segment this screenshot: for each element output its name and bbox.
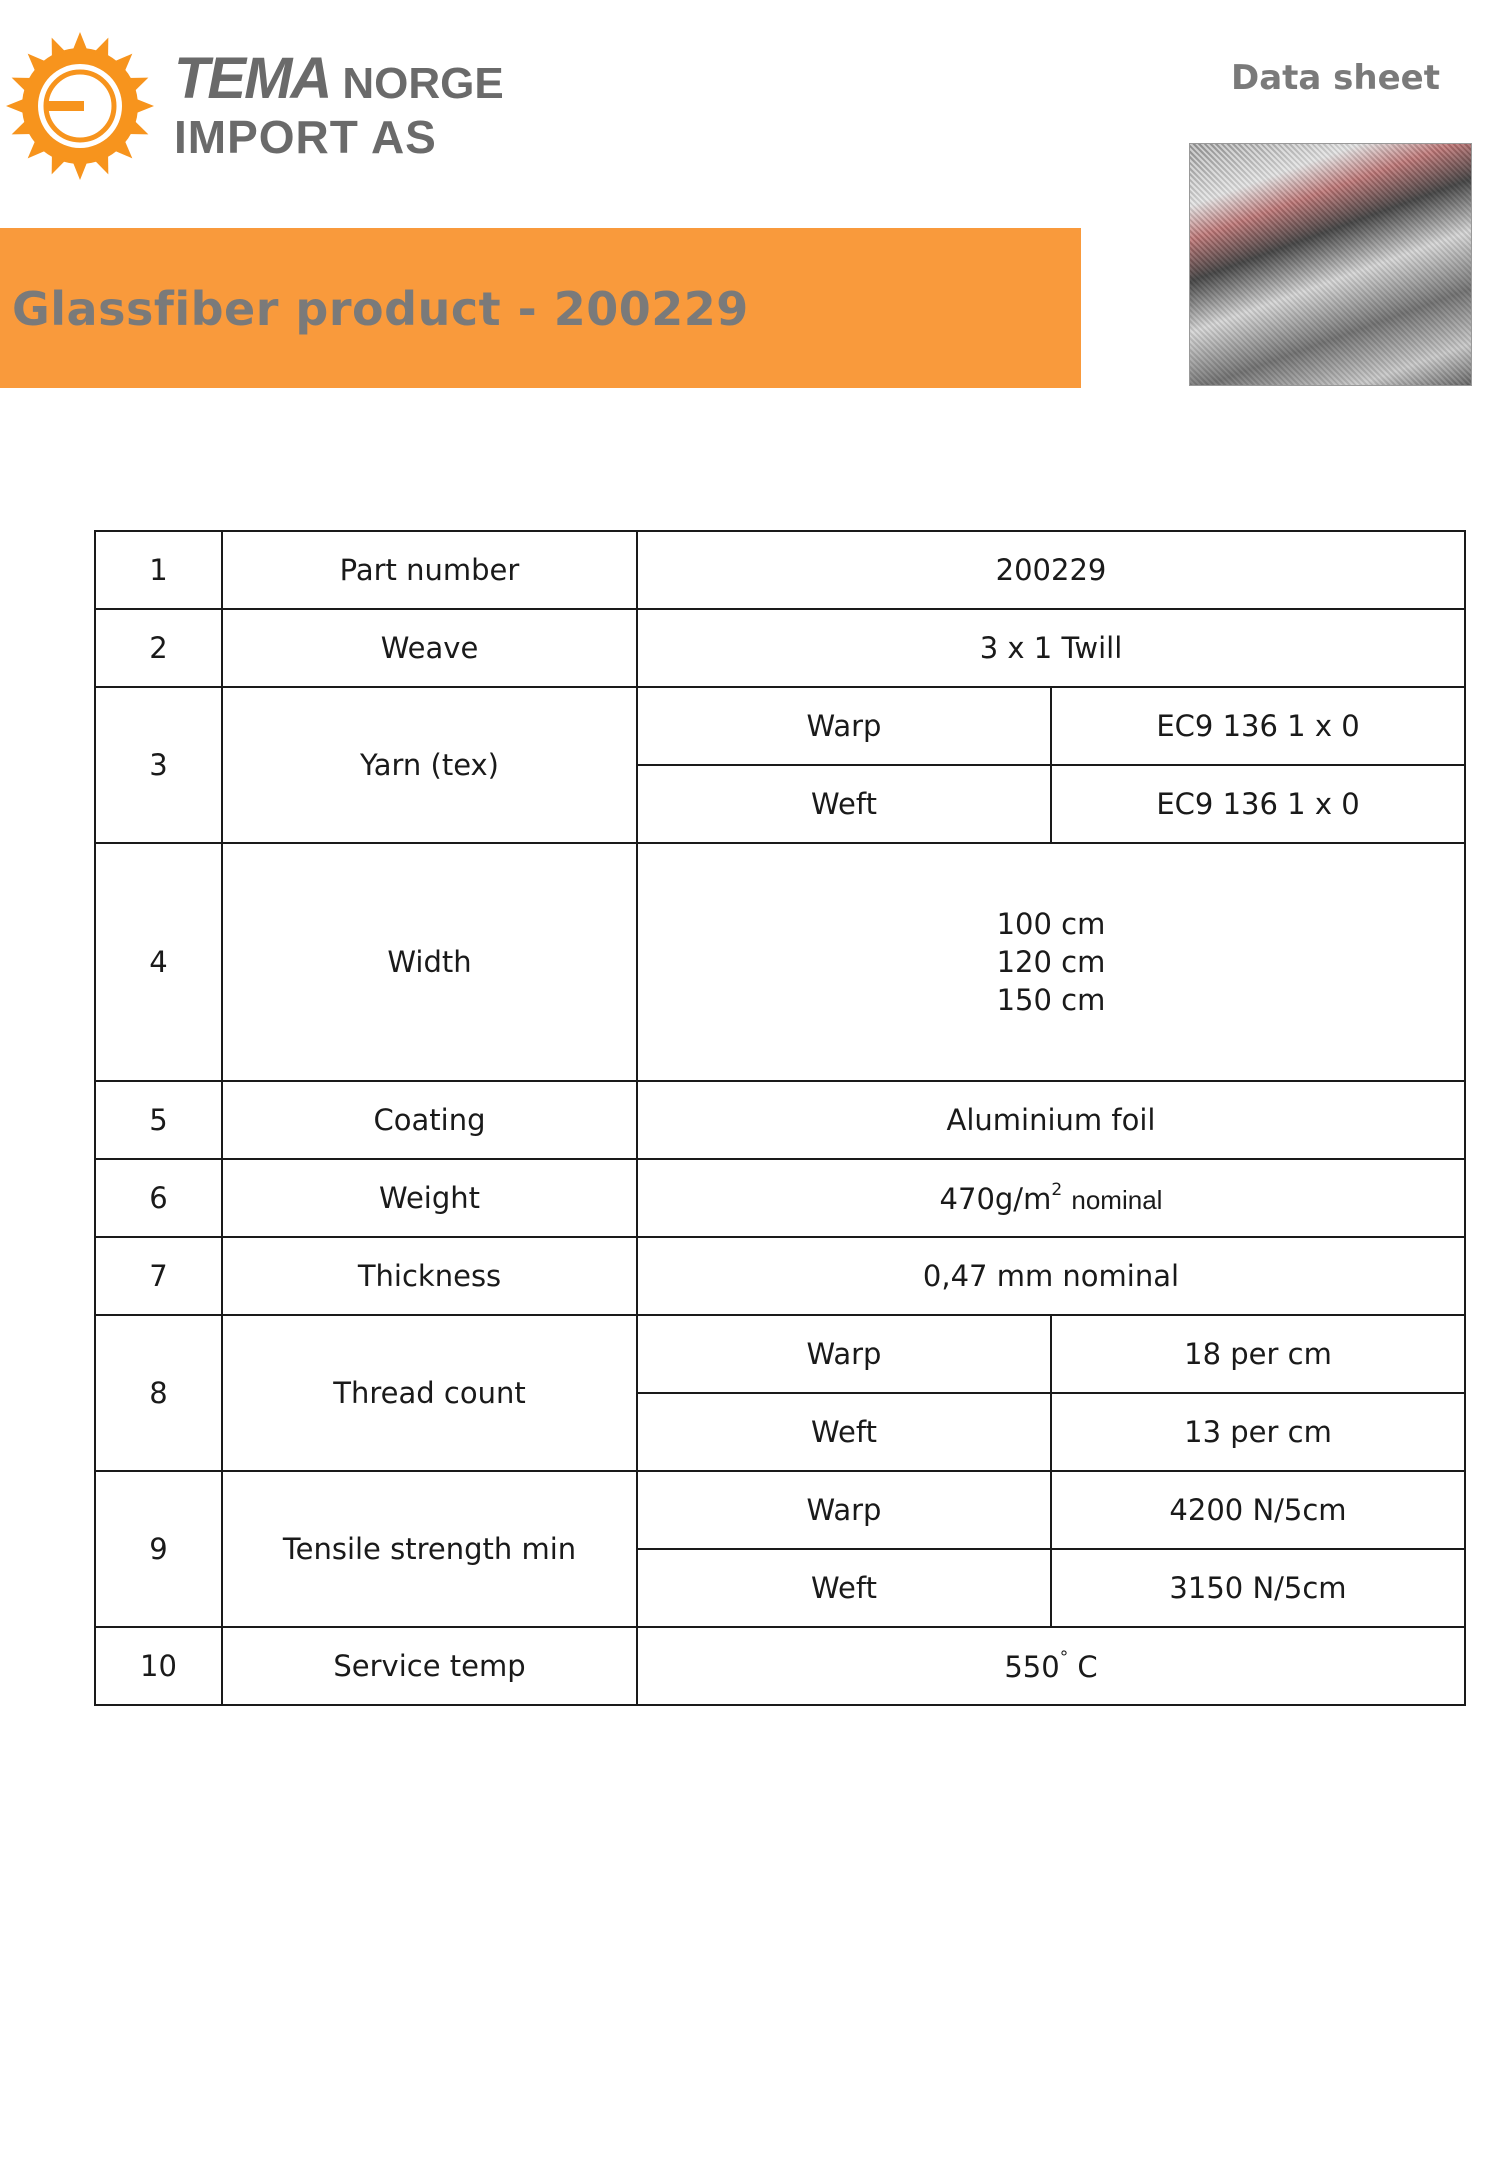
- sub-value-weft: EC9 136 1 x 0: [1051, 765, 1465, 843]
- row-label: Tensile strength min: [222, 1471, 637, 1627]
- table-row: [95, 1471, 1465, 1549]
- table-row: [95, 1081, 1465, 1159]
- row-number: 8: [95, 1315, 222, 1471]
- sub-value-weft: 13 per cm: [1051, 1393, 1465, 1471]
- sub-label-weft: Weft: [637, 1393, 1051, 1471]
- table-row: [95, 1159, 1465, 1237]
- row-label: Weave: [222, 609, 637, 687]
- row-number: 10: [95, 1627, 222, 1705]
- row-label: Width: [222, 843, 637, 1081]
- sun-gear-logo-icon: [4, 30, 156, 182]
- row-value: 200229: [637, 531, 1465, 609]
- row-number: 7: [95, 1237, 222, 1315]
- row-value: [637, 1627, 1465, 1705]
- row-label: Weight: [222, 1159, 637, 1237]
- sub-label-weft: Weft: [637, 1549, 1051, 1627]
- sub-label-warp: Warp: [637, 1315, 1051, 1393]
- sub-value-warp: 4200 N/5cm: [1051, 1471, 1465, 1549]
- sub-label-warp: Warp: [637, 687, 1051, 765]
- row-label: Service temp: [222, 1627, 637, 1705]
- table-row: [95, 1237, 1465, 1315]
- title-banner: [0, 228, 1081, 388]
- width-option: 120 cm: [996, 945, 1106, 979]
- temp-value: 550: [1004, 1650, 1060, 1684]
- temp-unit: C: [1077, 1650, 1098, 1684]
- row-value: 0,47 mm nominal: [637, 1237, 1465, 1315]
- row-label: Part number: [222, 531, 637, 609]
- row-value: [637, 843, 1465, 1081]
- table-row: [95, 609, 1465, 687]
- width-option: 150 cm: [996, 983, 1106, 1017]
- sub-value-weft: 3150 N/5cm: [1051, 1549, 1465, 1627]
- row-value: [637, 1159, 1465, 1237]
- superscript: 2: [1051, 1180, 1063, 1200]
- weight-value: 470g/m: [939, 1182, 1052, 1216]
- spec-table: [94, 530, 1466, 1706]
- table-row: [95, 531, 1465, 609]
- row-label: Coating: [222, 1081, 637, 1159]
- document-type-label: Data sheet: [1230, 58, 1440, 98]
- row-value: Aluminium foil: [637, 1081, 1465, 1159]
- sub-label-weft: Weft: [637, 765, 1051, 843]
- logo-tema-text: TEMA: [174, 46, 331, 111]
- page-title: Glassfiber product - 200229: [12, 282, 749, 336]
- row-label: Thickness: [222, 1237, 637, 1315]
- row-value: 3 x 1 Twill: [637, 609, 1465, 687]
- sub-value-warp: EC9 136 1 x 0: [1051, 687, 1465, 765]
- row-number: 2: [95, 609, 222, 687]
- logo-import-text: IMPORT AS: [174, 111, 437, 163]
- row-number: 6: [95, 1159, 222, 1237]
- row-label: Yarn (tex): [222, 687, 637, 843]
- sub-label-warp: Warp: [637, 1471, 1051, 1549]
- row-number: 3: [95, 687, 222, 843]
- table-row: [95, 1627, 1465, 1705]
- row-number: 5: [95, 1081, 222, 1159]
- table-row: [95, 687, 1465, 765]
- degree-symbol: °: [1059, 1648, 1069, 1668]
- row-number: 4: [95, 843, 222, 1081]
- row-number: 1: [95, 531, 222, 609]
- width-option: 100 cm: [996, 907, 1106, 941]
- row-number: 9: [95, 1471, 222, 1627]
- logo-norge-text: NORGE: [342, 59, 504, 108]
- weight-note: nominal: [1071, 1185, 1163, 1215]
- table-row: [95, 843, 1465, 1081]
- table-row: [95, 1315, 1465, 1393]
- company-logo: [4, 30, 504, 190]
- row-label: Thread count: [222, 1315, 637, 1471]
- product-photo: [1189, 143, 1472, 386]
- sub-value-warp: 18 per cm: [1051, 1315, 1465, 1393]
